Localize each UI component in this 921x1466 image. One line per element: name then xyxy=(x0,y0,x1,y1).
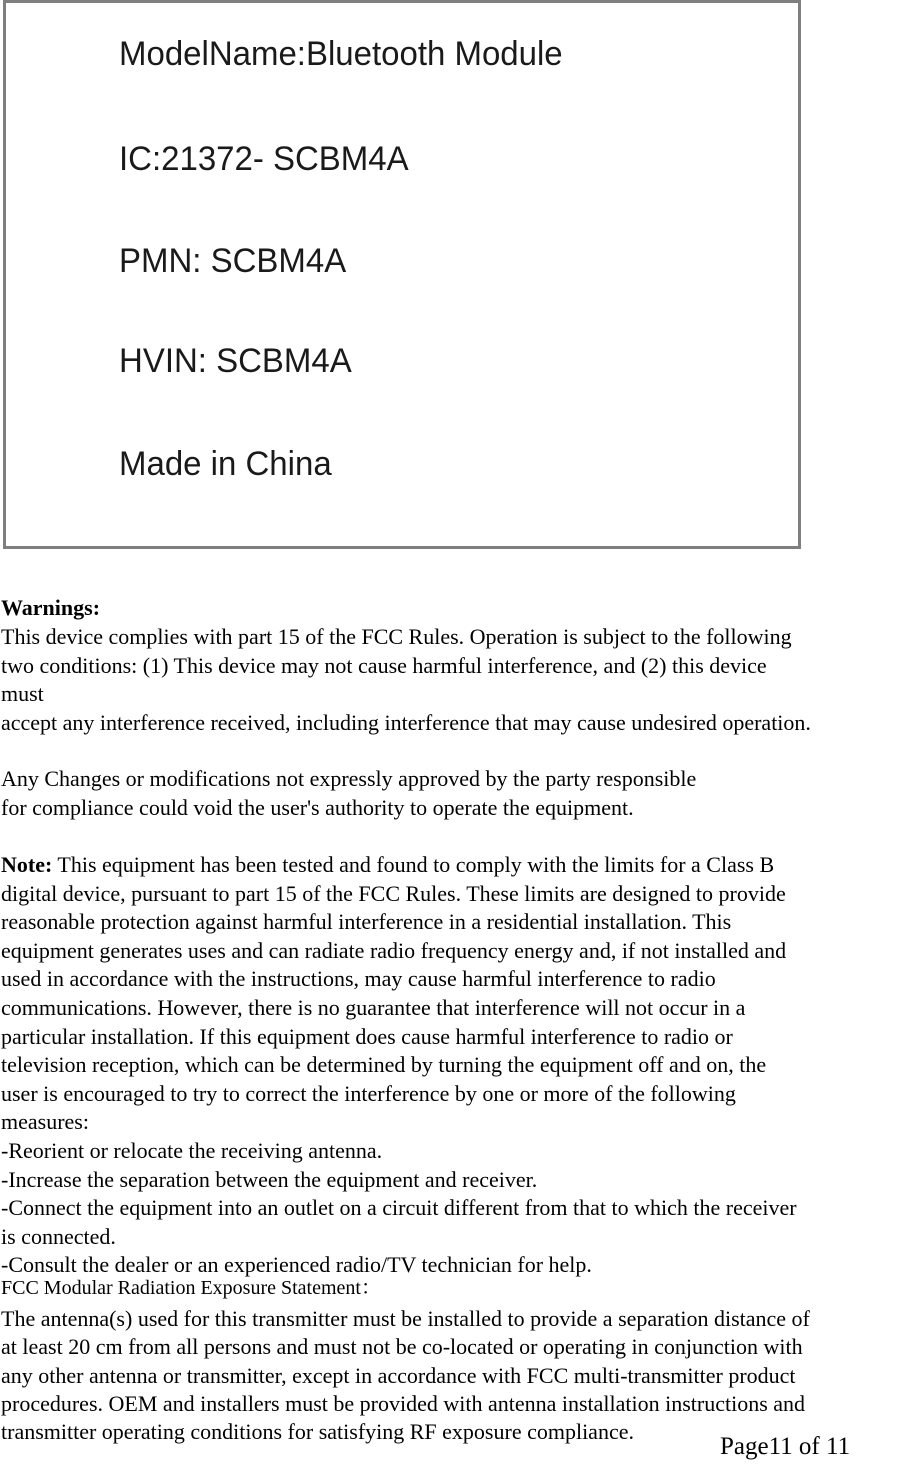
fcc-heading xyxy=(1,1274,381,1302)
changes-line xyxy=(1,765,696,793)
note-line xyxy=(1,1080,736,1108)
text-line: measures: xyxy=(1,1109,89,1135)
text-line: communications. However, there is no guarantee that interference will not occur in a xyxy=(1,995,746,1020)
note-line xyxy=(1,1223,116,1251)
text-line: procedures. OEM and installers must be provided with antenna installation instructions and xyxy=(1,1390,806,1416)
heading: Warnings: xyxy=(1,595,101,620)
text-line: for compliance could void the user's authority to operate the equipment. xyxy=(1,794,634,820)
note-line xyxy=(1,1051,766,1079)
text-line: The antenna(s) used for this transmitter must be installed to provide a separation distance of xyxy=(1,1306,810,1331)
fcc-line xyxy=(1,1305,810,1333)
text-line: Any Changes or modifications not expressly approved by the party responsible xyxy=(1,766,697,791)
note-line xyxy=(1,1166,537,1194)
note-line xyxy=(1,851,774,879)
warnings-line xyxy=(1,652,767,680)
text-line: user is encouraged to try to correct the interference by one or more of the following xyxy=(1,1080,736,1106)
text-line: -Increase the separation between the equipment and receiver. xyxy=(1,1166,538,1192)
fcc-line xyxy=(1,1333,803,1361)
label-pmn: PMN: SCBM4A xyxy=(119,242,347,280)
text-line: must xyxy=(1,681,44,707)
text-line: at least 20 cm from all persons and must not be co-located or operating in conjunction with xyxy=(1,1334,803,1360)
text-line: accept any interference received, including interference that may cause undesired operation. xyxy=(1,709,811,735)
warnings-line xyxy=(1,680,44,708)
note-line xyxy=(1,1023,733,1051)
text-line: used in accordance with the instructions, may cause harmful interference to radio xyxy=(1,966,716,992)
text-line: television reception, which can be determined by turning the equipment off and on, the xyxy=(1,1052,767,1078)
note-line xyxy=(1,1194,797,1222)
note-line xyxy=(1,908,731,936)
text-line: -Connect the equipment into an outlet on a circuit different from that to which the receiver xyxy=(1,1195,797,1221)
note-line xyxy=(1,1108,89,1136)
text-line: particular installation. If this equipment does cause harmful interference to radio or xyxy=(1,1023,733,1049)
label-ic: IC:21372- SCBM4A xyxy=(119,140,409,178)
text-line: any other antenna or transmitter, except in accordance with FCC multi-transmitter product xyxy=(1,1362,796,1388)
text-line: digital device, pursuant to part 15 of the FCC Rules. These limits are designed to provide xyxy=(1,880,786,906)
note-line xyxy=(1,1137,382,1165)
fcc-line xyxy=(1,1418,634,1446)
note-line xyxy=(1,937,786,965)
text-line: FCC Modular Radiation Exposure Statement： xyxy=(1,1277,381,1299)
fcc-line xyxy=(1,1362,796,1390)
text-line: reasonable protection against harmful interference in a residential installation. This xyxy=(1,909,732,935)
text-line: two conditions: (1) This device may not cause harmful interference, and (2) this device xyxy=(1,652,767,678)
note-line xyxy=(1,994,745,1022)
text-line: transmitter operating conditions for satisfying RF exposure compliance. xyxy=(1,1419,634,1445)
changes-line xyxy=(1,794,634,822)
warnings-heading xyxy=(1,594,100,622)
text-line: is connected. xyxy=(1,1223,116,1249)
page-number: Page11 of 11 xyxy=(720,1433,851,1460)
label-model-name: ModelName:Bluetooth Module xyxy=(119,35,563,73)
heading: Note: xyxy=(1,852,53,877)
text-line: equipment generates uses and can radiate radio frequency energy and, if not installed and xyxy=(1,937,787,963)
label-origin: Made in China xyxy=(119,445,332,483)
warnings-line xyxy=(1,623,792,651)
text-line: -Consult the dealer or an experienced radio/TV technician for help. xyxy=(1,1252,592,1278)
text-line: This equipment has been tested and found to comply with the limits for a Class B xyxy=(52,852,775,877)
fcc-line xyxy=(1,1390,805,1418)
note-line xyxy=(1,880,786,908)
label-hvin: HVIN: SCBM4A xyxy=(119,342,352,380)
text-line: -Reorient or relocate the receiving antenna. xyxy=(1,1138,383,1163)
warnings-line xyxy=(1,709,811,737)
text-line: This device complies with part 15 of the FCC Rules. Operation is subject to the following xyxy=(1,624,792,649)
note-line xyxy=(1,965,716,993)
product-label xyxy=(3,0,801,549)
